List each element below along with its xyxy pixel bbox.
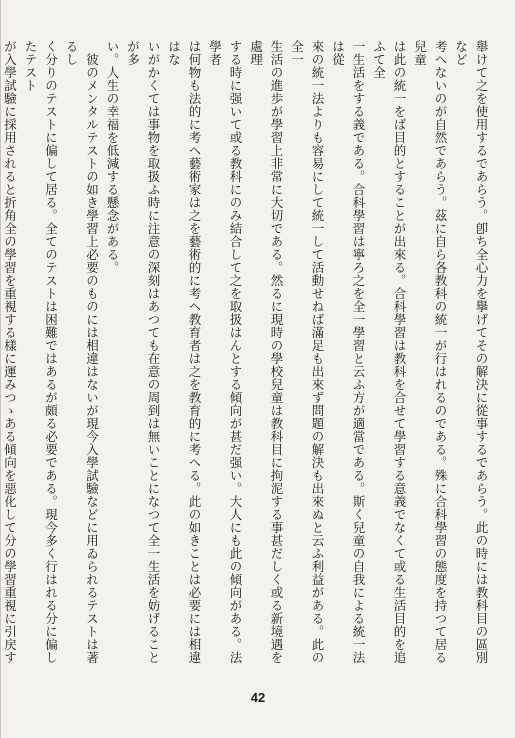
text-line: 生活の進歩が學習上非常に大切である。然るに現時の學校兒童は教科目に拘泥する事甚だしく或る新境遇を處理 [248,40,284,664]
text-line: いがかくては事物を取扱ふ時に注意の深刻はあつても在意の周到は無いことになつて全一生活を妨げることが多 [125,40,161,664]
text-line: 舉けて之を使用するであらう。卽ち全心力を擧げてその解決に從事するであらう。此の時には教科目の區別など [453,40,489,664]
page-number: 42 [250,690,266,705]
text-line: が入學試驗に採用されると折角全の學習を重視する樣に運みつゝある傾向を惡化して分の學習重視に引戻す [2,40,18,664]
text-line: 一生活をする義である。合科學習は寧ろ之を全一學習と云ふ方が適當である。斯く兒童の自我による統一法は從 [330,40,366,664]
text-line: く分りのテストに偏して居る。全てのテストは困難ではあるが頗る必要である。現今多く行はれる分に偏したテスト [23,40,59,664]
text-line: は何物も法的に考へ藝術家は之を藝術的に考へ教育者は之を教育的に考へる。此の如きことは必要には相違はな [166,40,202,664]
text-line: は此の統一をば目的とすることが出來る。合科學習は教科を合せて學習する意義でなくて或る生活目的を追ふて全 [371,40,407,664]
text-line: 考へないのが自然であらう。茲に自ら各教科の統一が行はれるのである。殊に合科學習の態度を持つて居る兒童 [412,40,448,664]
text-line: 彼のメンタルテストの如き學習上必要のものには相違はないが現今入學試驗などに用ゐられるテストは著るし [64,40,100,664]
vertical-text-body [2,40,491,664]
text-line: い。人生の幸福を低減する懸念がある。 [105,40,120,274]
text-line: する時に强いて或る教科にのみ結合して之を取扱はんとする傾向が甚だ强い。大人にも此の傾向がある。法學者 [207,40,243,664]
text-line: 來の統一法よりも容易にして統一して活動せねば滿足も出來ず問題の解決も出來ぬと云ふ利益がある。此の全一 [289,40,325,664]
